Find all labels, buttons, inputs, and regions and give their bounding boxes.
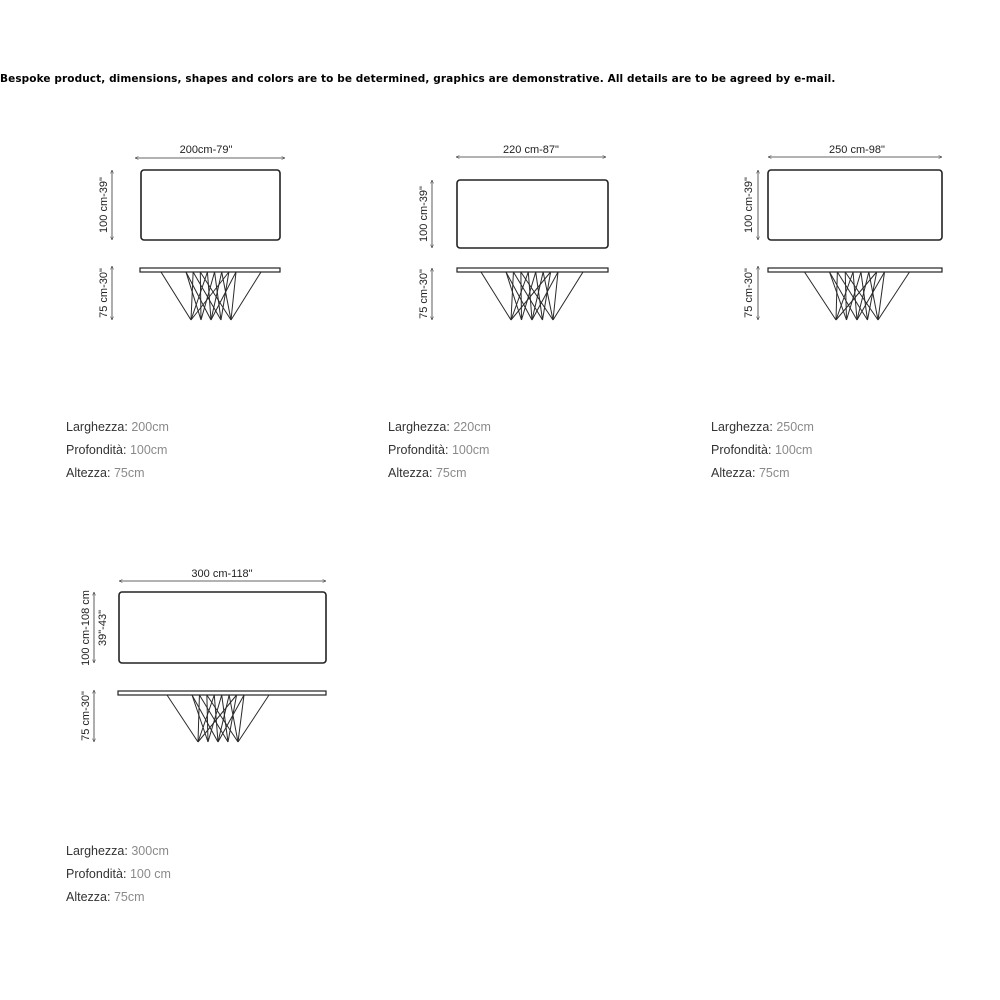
base-leg-rod — [836, 272, 853, 320]
table-top-plan — [141, 170, 280, 240]
table-top-plan — [119, 592, 326, 663]
base-leg-rod — [868, 272, 877, 320]
width-label: 250 cm-98" — [829, 144, 885, 156]
spec-value: 100cm — [129, 443, 168, 457]
base-leg-rod — [167, 695, 198, 742]
height-label: 75 cm-30" — [418, 269, 430, 319]
specs-block-4 — [66, 840, 171, 909]
spec-value: 100 cm — [129, 867, 171, 881]
base-leg-rod — [228, 695, 237, 742]
table-top-elevation — [118, 691, 326, 695]
height-label: 75 cm-30" — [80, 691, 92, 741]
table-drawing-4 — [80, 568, 326, 742]
height-label: 75 cm-30" — [743, 268, 755, 318]
spec-key: Larghezza: — [66, 420, 128, 434]
specs-block-1 — [66, 416, 169, 485]
table-base-legs — [161, 272, 261, 320]
spec-value: 220cm — [453, 420, 491, 434]
base-leg-rod — [200, 272, 201, 320]
specs-block-3 — [711, 416, 814, 485]
spec-key: Altezza: — [388, 466, 433, 480]
spec-value: 75cm — [758, 466, 790, 480]
width-label: 220 cm-87" — [503, 144, 559, 156]
spec-key: Larghezza: — [711, 420, 773, 434]
depth-label: 100 cm-39" — [98, 177, 110, 233]
spec-key: Altezza: — [66, 890, 111, 904]
table-top-plan — [768, 170, 942, 240]
spec-key: Profondità: — [66, 443, 127, 457]
table-top-plan — [457, 180, 608, 248]
table-base-legs — [167, 695, 269, 742]
spec-value: 300cm — [131, 844, 169, 858]
table-drawing-2 — [418, 144, 608, 320]
base-leg-rod — [830, 272, 847, 320]
spec-value: 75cm — [113, 466, 145, 480]
spec-value: 250cm — [776, 420, 814, 434]
base-leg-rod — [481, 272, 511, 320]
base-leg-rod — [878, 272, 885, 320]
base-leg-rod — [221, 272, 229, 320]
base-leg-rod — [521, 272, 522, 320]
spec-key: Profondità: — [711, 443, 772, 457]
base-leg-rod — [543, 272, 551, 320]
depth-label: 100 cm-39" — [743, 177, 755, 233]
table-top-elevation — [768, 268, 942, 272]
depth-label: 100 cm-108 cm — [80, 590, 92, 666]
table-base-legs — [481, 272, 583, 320]
table-drawing-3 — [743, 144, 942, 320]
base-leg-rod — [836, 272, 837, 320]
spec-key: Altezza: — [711, 466, 756, 480]
base-leg-rod — [191, 272, 193, 320]
base-leg-rod — [207, 695, 208, 742]
spec-key: Larghezza: — [388, 420, 450, 434]
width-label: 200cm-79" — [179, 144, 233, 156]
spec-key: Larghezza: — [66, 844, 128, 858]
width-label: 300 cm-118" — [191, 568, 253, 580]
base-leg-rod — [845, 272, 846, 320]
spec-value: 75cm — [435, 466, 467, 480]
height-label: 75 cm-30" — [98, 268, 110, 318]
depth-label-inches: 39"-43" — [97, 610, 109, 646]
table-drawing-1 — [98, 144, 285, 320]
spec-value: 100cm — [774, 443, 813, 457]
specs-block-2 — [388, 416, 491, 485]
base-leg-rod — [161, 272, 191, 320]
base-leg-rod — [878, 272, 910, 320]
disclaimer-text: Bespoke product, dimensions, shapes and colors are to be determined, graphics are demonstrative. All details are to be agreed by e-mail. — [0, 73, 836, 85]
base-leg-rod — [805, 272, 837, 320]
depth-label: 100 cm-39" — [418, 186, 430, 242]
spec-value: 75cm — [113, 890, 145, 904]
table-top-elevation — [140, 268, 280, 272]
spec-key: Profondità: — [388, 443, 449, 457]
table-base-legs — [805, 272, 910, 320]
table-top-elevation — [457, 268, 608, 272]
spec-value: 200cm — [131, 420, 169, 434]
spec-key: Profondità: — [66, 867, 127, 881]
base-leg-rod — [198, 695, 199, 742]
spec-key: Altezza: — [66, 466, 111, 480]
spec-value: 100cm — [451, 443, 490, 457]
